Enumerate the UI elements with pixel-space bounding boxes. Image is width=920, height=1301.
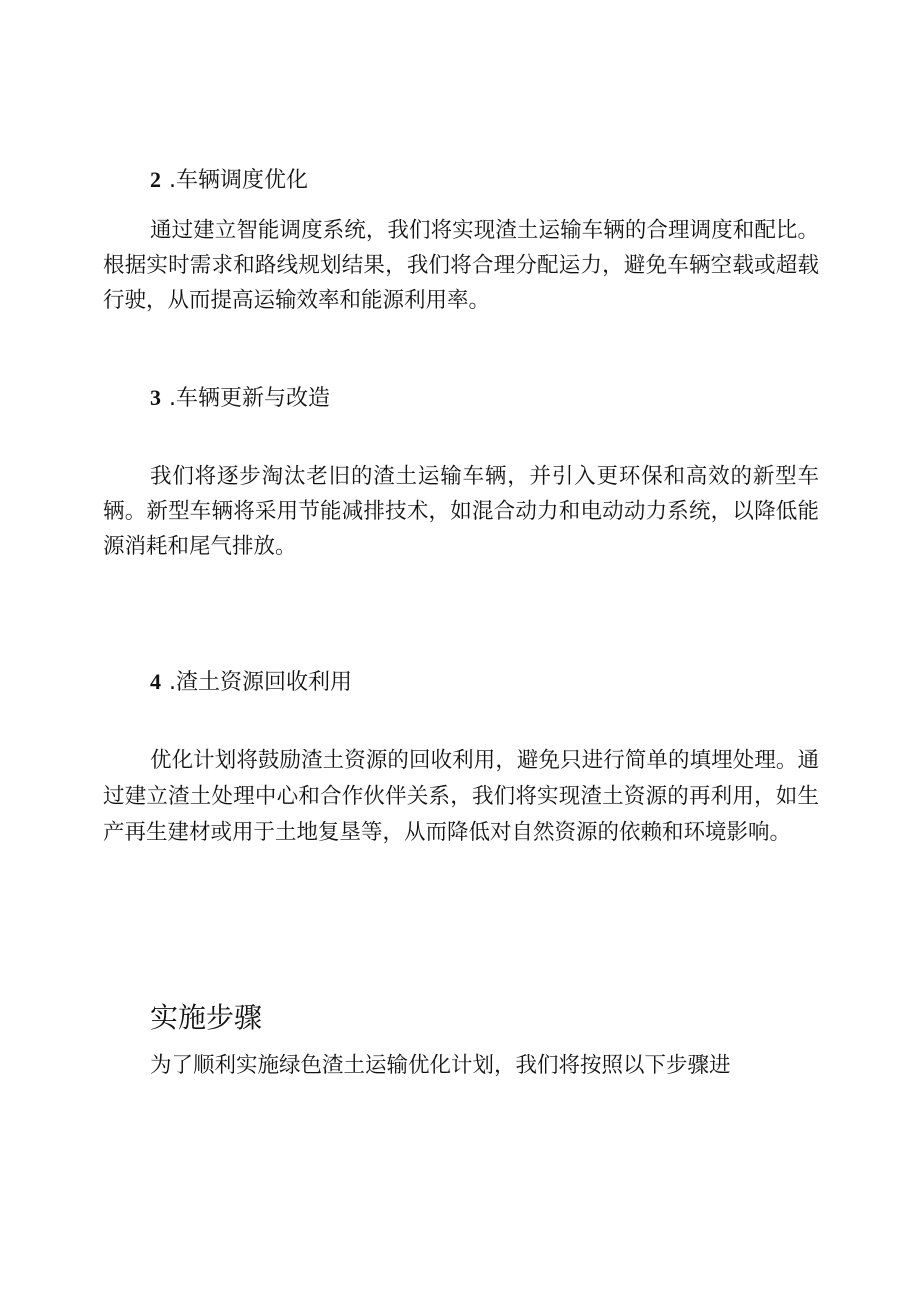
section-title: .车辆调度优化 xyxy=(169,168,308,193)
section-body-vehicle-update: 我们将逐步淘汰老旧的渣土运输车辆，并引入更环保和高效的新型车辆。新型车辆将采用节能减排技术，如混合动力和电动动力系统，以降低能源消耗和尾气排放。 xyxy=(103,464,819,559)
section-title: .渣土资源回收利用 xyxy=(169,670,352,695)
section-number: 3 xyxy=(150,385,161,410)
section-number: 2 xyxy=(150,167,161,192)
section-heading-vehicle-update xyxy=(150,383,330,414)
implementation-title: 实施步骤 xyxy=(150,1001,263,1034)
section-title: .车辆更新与改造 xyxy=(169,386,330,411)
section-number: 4 xyxy=(150,669,161,694)
section-heading-resource-recycling xyxy=(150,667,352,698)
section-body-resource-recycling: 优化计划将鼓励渣土资源的回收利用，避免只进行简单的填埋处理。通过建立渣土处理中心和合作伙伴关系，我们将实现渣土资源的再利用，如生产再生建材或用于土地复垦等，从而降低对自然资源的依赖和环境影响。 xyxy=(103,748,819,845)
section-heading-vehicle-dispatch xyxy=(150,165,308,196)
section-body-vehicle-dispatch: 通过建立智能调度系统，我们将实现渣土运输车辆的合理调度和配比。根据实时需求和路线规划结果，我们将合理分配运力，避免车辆空载或超载行驶，从而提高运输效率和能源利用率。 xyxy=(103,218,819,313)
implementation-intro: 为了顺利实施绿色渣土运输优化计划，我们将按照以下步骤进 xyxy=(150,1053,731,1078)
